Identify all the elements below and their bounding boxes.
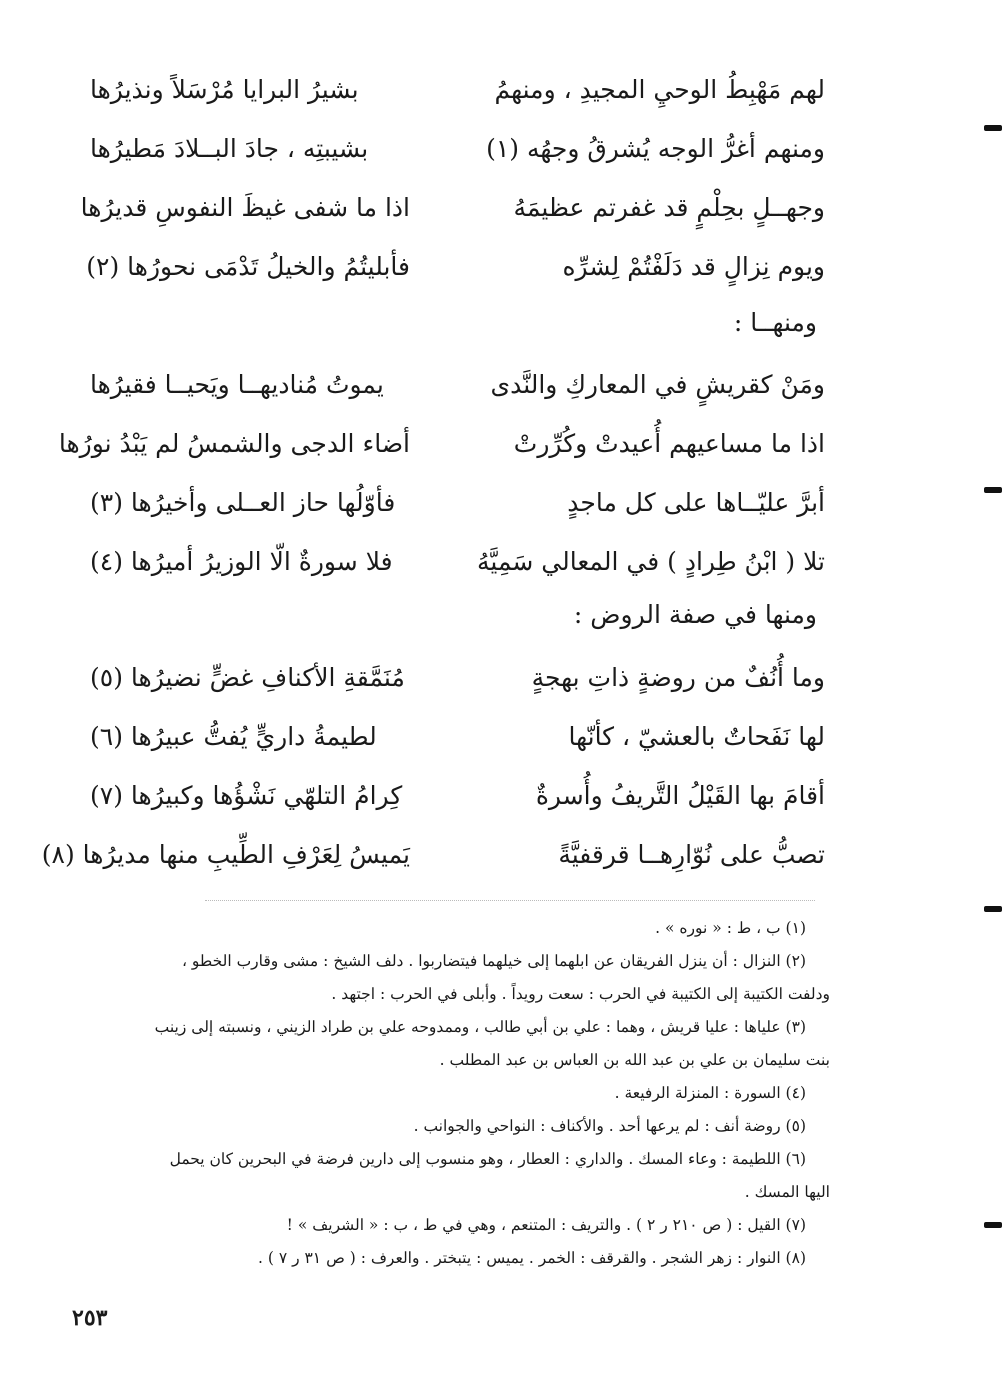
verse-first-hemistich: وجهــلٍ بحِلْمٍ قد غفرتم عظيمَهُ <box>513 193 825 222</box>
verse-second-hemistich: مُنَمَّقةِ الأكنافِ غضٍّ نضيرُها (٥) <box>90 663 405 692</box>
scan-edge-mark <box>984 1222 1002 1228</box>
verse-second-hemistich: فأوّلُها حاز العــلى وأخيرُها (٣) <box>90 488 396 517</box>
footnote-6-continuation: اليها المسك . <box>744 1183 830 1201</box>
verse-second-hemistich: يموتُ مُناديهــا ويَحيــا فقيرُها <box>90 370 384 399</box>
footnote-2: (٢) النزال : أن ينزل الفريقان عن ابلهما إلى خيلهما فيتضاربوا . دلف الشيخ : مشى وقارب الخطو ، <box>181 952 806 970</box>
verse-second-hemistich: كِرامُ التلهّي نَشْؤُها وكبيرُها (٧) <box>90 781 403 810</box>
verse-line <box>90 532 825 591</box>
verse-line <box>90 707 825 766</box>
verse-second-hemistich: لطيمةُ داريٍّ يُفتُّ عبيرُها (٦) <box>90 722 377 751</box>
verse-second-hemistich: فلا سورةٌ الّا الوزيرُ أميرُها (٤) <box>90 547 393 576</box>
footnote-7: (٧) القيل : ( ص ٢١٠ ر ٢ ) . والتريف : المتنعم ، وهي في ط ، ب : « الشريف » ! <box>286 1216 806 1234</box>
footnote-3-continuation: بنت سليمان بن علي بن عبد الله بن العباس بن عبد المطلب . <box>439 1051 830 1069</box>
scan-edge-mark <box>984 487 1002 493</box>
footnote-2-continuation: ودلفت الكتيبة إلى الكتيبة في الحرب : سعت رويداً . وأبلى في الحرب : اجتهد . <box>331 985 830 1003</box>
verse-line <box>90 119 825 178</box>
verse-first-hemistich: ويوم نِزالٍ قد دَلَفْتُمْ لِشرِّه <box>562 252 825 281</box>
verse-first-hemistich: ومَنْ كقريشٍ في المعاركِ والنَّدى <box>490 370 825 399</box>
verse-first-hemistich: ومنهم أغرُّ الوجه يُشرقُ وجهُه (١) <box>486 134 825 163</box>
footnote-3: (٣) علياها : عليا قريش ، وهما : علي بن أبي طالب ، وممدوحه علي بن طراد الزيني ، ونسبته إلى زينب <box>154 1018 806 1036</box>
poem-section-3 <box>41 648 825 884</box>
verse-second-hemistich: فأبليتُمُ والخيلُ تَدْمَى نحورُها (٢) <box>86 252 410 281</box>
verse-line <box>90 355 825 414</box>
verse-line <box>58 414 825 473</box>
verse-second-hemistich: أضاء الدجى والشمسُ لم يَبْدُ نورُها <box>58 429 410 458</box>
verse-second-hemistich: بشيرُ البرايا مُرْسَلاً ونذيرُها <box>90 75 359 104</box>
verse-line <box>41 825 825 884</box>
verse-first-hemistich: أبرَّ عليّــاها على كل ماجدٍ <box>567 488 825 517</box>
footnotes <box>72 912 830 1275</box>
verse-line <box>90 60 825 119</box>
verse-line <box>90 766 825 825</box>
poem-section-1 <box>80 60 825 296</box>
footnote-8: (٨) النوار : زهر الشجر . والقرقف : الخمر . يميس : يتبختر . والعرف : ( ص ٣١ ر ٧ ) . <box>257 1249 806 1267</box>
footnote-separator <box>205 900 815 901</box>
verse-first-hemistich: تصبُّ على نُوّارِهــا قرقفيَّةً <box>558 840 825 869</box>
scan-edge-mark <box>984 906 1002 912</box>
section-heading-2: ومنها في صفة الروض : <box>573 600 817 629</box>
verse-first-hemistich: لها نَفَحاتٌ بالعشيّ ، كأنّها <box>568 722 825 751</box>
verse-second-hemistich: يَميسُ لِعَرْفِ الطِّيبِ منها مديرُها (٨) <box>41 840 410 869</box>
footnote-6: (٦) اللطيمة : وعاء المسك . والداري : العطار ، وهو منسوب إلى دارين فرضة في البحرين كان يحمل <box>169 1150 806 1168</box>
verse-first-hemistich: تلا ( ابْنُ طِرادٍ ) في المعالي سَمِيَّهُ <box>477 547 825 576</box>
scan-edge-mark <box>984 125 1002 131</box>
verse-line <box>90 648 825 707</box>
footnote-4: (٤) السورة : المنزلة الرفيعة . <box>614 1084 806 1102</box>
footnote-1: (١) ب ، ط : « نوره » . <box>655 919 806 937</box>
section-heading-1: ومنهــا : <box>733 308 817 337</box>
verse-first-hemistich: أقامَ بها القَيْلُ التَّريفُ وأُسرةٌ <box>535 781 825 810</box>
page-number: ٢٥٣ <box>72 1305 108 1331</box>
verse-line <box>86 237 825 296</box>
verse-second-hemistich: بشيبتِه ، جادَ البــلادَ مَطيرُها <box>90 134 369 163</box>
verse-second-hemistich: اذا ما شفى غيظَ النفوسِ قديرُها <box>80 193 410 222</box>
poem-section-2 <box>58 355 825 591</box>
verse-line <box>80 178 825 237</box>
verse-line <box>90 473 825 532</box>
verse-first-hemistich: اذا ما مساعيهم أُعيدتْ وكُرِّرتْ <box>513 429 825 458</box>
verse-first-hemistich: لهم مَهْبِطُ الوحيِ المجيدِ ، ومنهمُ <box>494 75 825 104</box>
verse-first-hemistich: وما أُنُفٌ من روضةٍ ذاتِ بهجةٍ <box>531 663 825 692</box>
footnote-5: (٥) روضة أنف : لم يرعها أحد . والأكناف : النواحي والجوانب . <box>413 1117 806 1135</box>
